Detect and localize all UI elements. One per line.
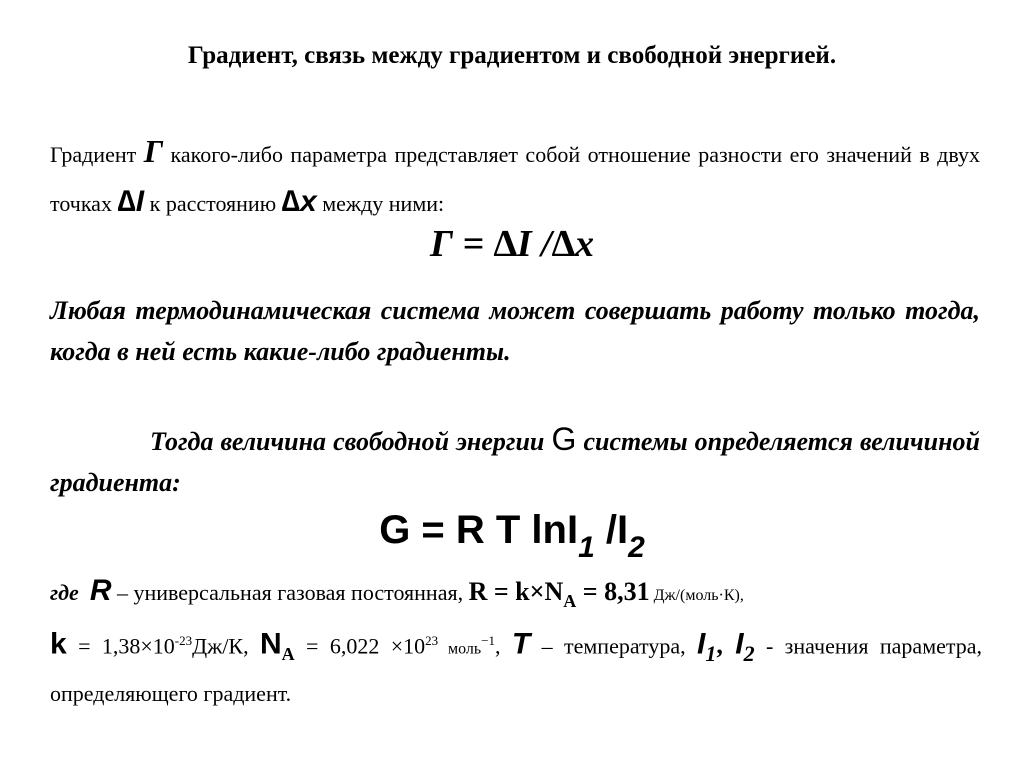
text: какого-либо параметра представляет собой отношение разности его значений в двух точках bbox=[50, 142, 981, 216]
r-value: 8,31 bbox=[604, 577, 650, 606]
statement-work: Любая термодинамическая система может совершать работу только тогда, когда в ней есть какие-либо градиенты. bbox=[50, 296, 980, 366]
text: – температура, bbox=[530, 633, 698, 659]
i1-symbol: I bbox=[697, 627, 706, 661]
gradient-definition bbox=[50, 128, 980, 227]
text: к расстоянию bbox=[144, 191, 282, 216]
gamma-symbol: Г bbox=[143, 133, 164, 169]
na-value: = 6,022 ×10 bbox=[294, 633, 426, 659]
gradient-formula: Г = ∆I /∆x bbox=[430, 223, 594, 265]
text: , bbox=[716, 630, 736, 660]
k-symbol: k bbox=[50, 627, 67, 661]
delta-i-symbol: ∆I bbox=[117, 185, 145, 218]
text: системы определяется величиной градиента: bbox=[50, 427, 980, 497]
na-unit-exponent: −1 bbox=[481, 633, 496, 648]
text: – универсальная газовая постоянная, bbox=[111, 580, 469, 605]
na-unit: моль bbox=[438, 640, 482, 658]
text: - значения параметра, определяющего градиент. bbox=[50, 633, 983, 707]
r-equation: R = k×N bbox=[468, 577, 564, 606]
slide-title: Градиент, связь между градиентом и свободной энергией. bbox=[187, 42, 837, 69]
subscript-2: 2 bbox=[743, 641, 755, 667]
subscript-a: A bbox=[281, 644, 295, 665]
definitions bbox=[50, 568, 982, 716]
formula-left: G = R T lnI bbox=[379, 508, 579, 552]
t-symbol: T bbox=[511, 627, 531, 661]
na-exponent: 23 bbox=[425, 633, 439, 648]
text: Тогда величина свободной энергии bbox=[150, 427, 552, 456]
k-value: = 1,38×10 bbox=[66, 633, 175, 659]
g-symbol: G bbox=[551, 421, 577, 457]
delta-x-symbol: ∆х bbox=[281, 185, 317, 218]
text: , bbox=[495, 633, 512, 659]
statement-free-energy bbox=[50, 419, 980, 503]
r-unit: Дж/(моль·К), bbox=[649, 587, 744, 604]
subscript-a: A bbox=[563, 591, 577, 611]
subscript-1: 1 bbox=[705, 641, 717, 667]
na-symbol: N bbox=[259, 627, 282, 661]
text: Градиент bbox=[50, 142, 144, 167]
k-exponent: -23 bbox=[174, 633, 193, 648]
k-unit: Дж/К, bbox=[192, 633, 260, 659]
subscript-2: 2 bbox=[628, 531, 645, 564]
i2-symbol: I bbox=[735, 627, 744, 661]
subscript-1: 1 bbox=[578, 531, 595, 564]
formula-mid: /I bbox=[594, 508, 629, 552]
where-label: где bbox=[50, 580, 79, 605]
r-symbol: R bbox=[89, 574, 112, 607]
free-energy-formula bbox=[0, 508, 1024, 564]
text: между ними: bbox=[316, 191, 445, 216]
text: = bbox=[576, 577, 605, 606]
